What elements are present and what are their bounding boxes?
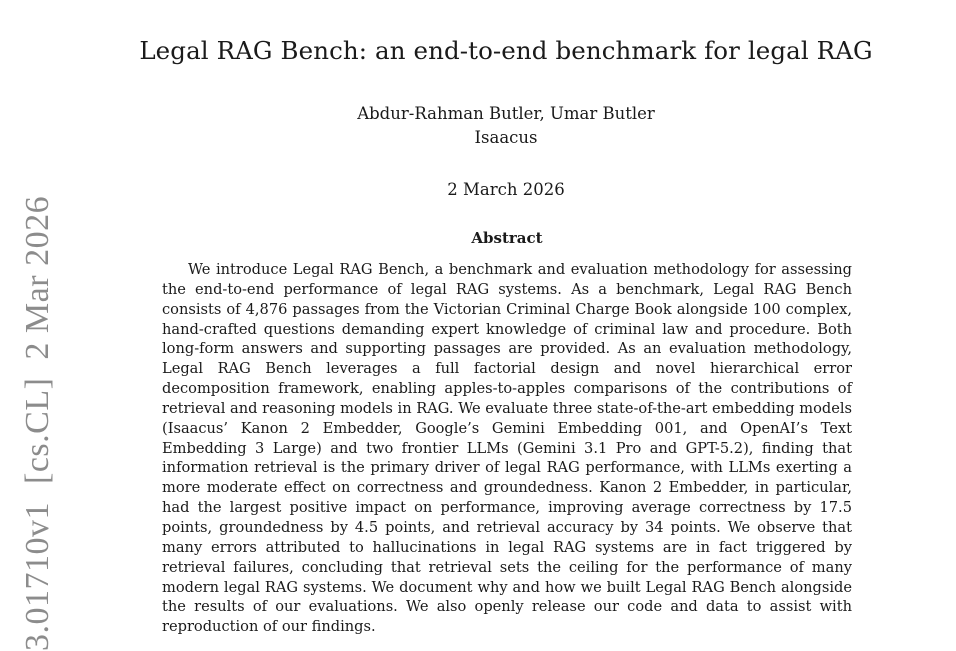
arxiv-identifier: 3.01710v1 bbox=[19, 502, 56, 651]
paper-title: Legal RAG Bench: an end-to-end benchmark for legal RAG bbox=[139, 36, 873, 65]
arxiv-category: [cs.CL] bbox=[19, 377, 56, 484]
paper-affiliation: Isaacus bbox=[474, 128, 538, 147]
abstract-heading: Abstract bbox=[471, 229, 543, 247]
paper-authors: Abdur-Rahman Butler, Umar Butler bbox=[357, 104, 655, 123]
abstract-text: We introduce Legal RAG Bench, a benchmark and evaluation methodology for assessing the end-to-end performance of legal RAG systems. As a benchmark, Legal RAG Bench consists of 4,876 passages from the Victorian Criminal Charge Book alongside 100 complex, hand-crafted questions demanding expert knowledge of criminal law and procedure. Both long-form answers and supporting passages are provided. As an evaluation methodology, Legal RAG Bench leverages a full factorial design and novel hierarchical error decomposition framework, enabling apples-to-apples comparisons of the contributions of retrieval and reasoning models in RAG. We evaluate three state-of-the-art embedding models (Isaacus’ Kanon 2 Embedder, Google’s Gemini Embedding 001, and OpenAI’s Text Embedding 3 Large) and two frontier LLMs (Gemini 3.1 Pro and GPT-5.2), finding that information retrieval is the primary driver of legal RAG performance, with LLMs exerting a more moderate effect on correctness and groundedness. Kanon 2 Embedder, in particular, had the largest positive impact on performance, improving average correctness by 17.5 points, groundedness by 4.5 points, and retrieval accuracy by 34 points. We observe that many errors attributed to hallucinations in legal RAG systems are in fact triggered by retrieval failures, concluding that retrieval sets the ceiling for the performance of many modern legal RAG systems. We document why and how we built Legal RAG Bench alongside the results of our evaluations. We also openly release our code and data to assist with reproduction of our findings. bbox=[162, 261, 852, 636]
arxiv-date: 2 Mar 2026 bbox=[19, 195, 56, 360]
paper-date: 2 March 2026 bbox=[447, 180, 565, 199]
arxiv-side-stamp bbox=[19, 196, 57, 651]
